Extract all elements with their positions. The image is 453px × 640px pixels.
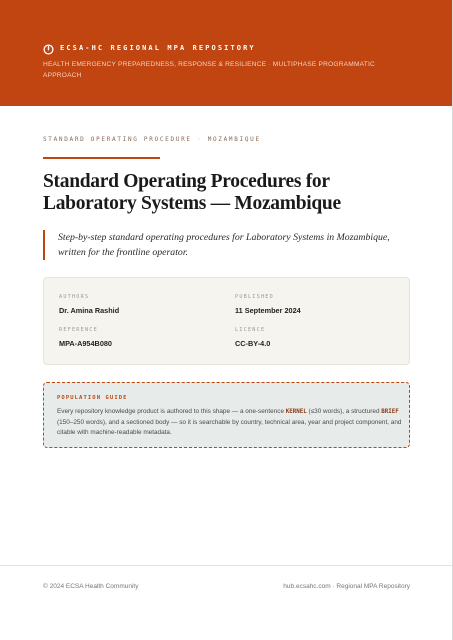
page-header [0, 0, 453, 106]
guide-body [57, 407, 402, 439]
published-value: 11 September 2024 [235, 306, 301, 315]
reference-label: REFERENCE [59, 327, 98, 333]
footer-copyright: © 2024 ECSA Health Community [43, 583, 139, 590]
authors-value: Dr. Amina Rashid [59, 306, 120, 315]
reference-value: MPA-A954B080 [59, 339, 112, 348]
tagline-part-1: HEALTH EMERGENCY PREPAREDNESS, RESPONSE & RESILIENCE [43, 61, 267, 68]
keyword-kernel: KERNEL [285, 409, 307, 415]
page-title: Standard Operating Procedures for Laboratory Systems — Mozambique [43, 171, 341, 214]
guide-text-2: (≤30 words), a structured [306, 408, 382, 415]
kicker-type: STANDARD OPERATING PROCEDURE [43, 136, 192, 143]
footer-site-link[interactable]: hub.ecsahc.com · Regional MPA Repository [283, 583, 410, 590]
tagline-separator: · [268, 61, 271, 68]
published-label: PUBLISHED [235, 294, 274, 300]
guide-text-1: Every repository knowledge product is authored to this shape — a one-sentence [57, 408, 286, 415]
kicker-separator: · [197, 136, 203, 143]
guide-text-3: (150–250 words), and a sectioned body — so it is searchable by country, technical area, year and project component, and citable with machine-readable metadata. [57, 418, 402, 436]
kicker-country: MOZAMBIQUE [207, 136, 261, 143]
metadata-card [43, 277, 410, 365]
document-kicker [43, 136, 261, 143]
authors-label: AUTHORS [59, 294, 90, 300]
brand[interactable] [43, 42, 256, 53]
guide-title: POPULATION GUIDE [57, 395, 128, 401]
header-tagline [43, 60, 393, 81]
population-guide [43, 382, 410, 448]
keyword-brief: BRIEF [381, 409, 399, 415]
tagline-part-2: MULTIPHASE PROGRAMMATIC APPROACH [43, 61, 375, 79]
power-icon [43, 42, 54, 53]
licence-value: CC-BY-4.0 [235, 339, 271, 348]
accent-rule [43, 157, 160, 159]
footer-divider [0, 565, 453, 566]
licence-label: LICENCE [235, 327, 266, 333]
brand-name: ECSA-HC REGIONAL MPA REPOSITORY [60, 43, 256, 52]
lead-paragraph: Step-by-step standard operating procedures for Laboratory Systems in Mozambique, written for the frontline operator. [43, 230, 403, 260]
